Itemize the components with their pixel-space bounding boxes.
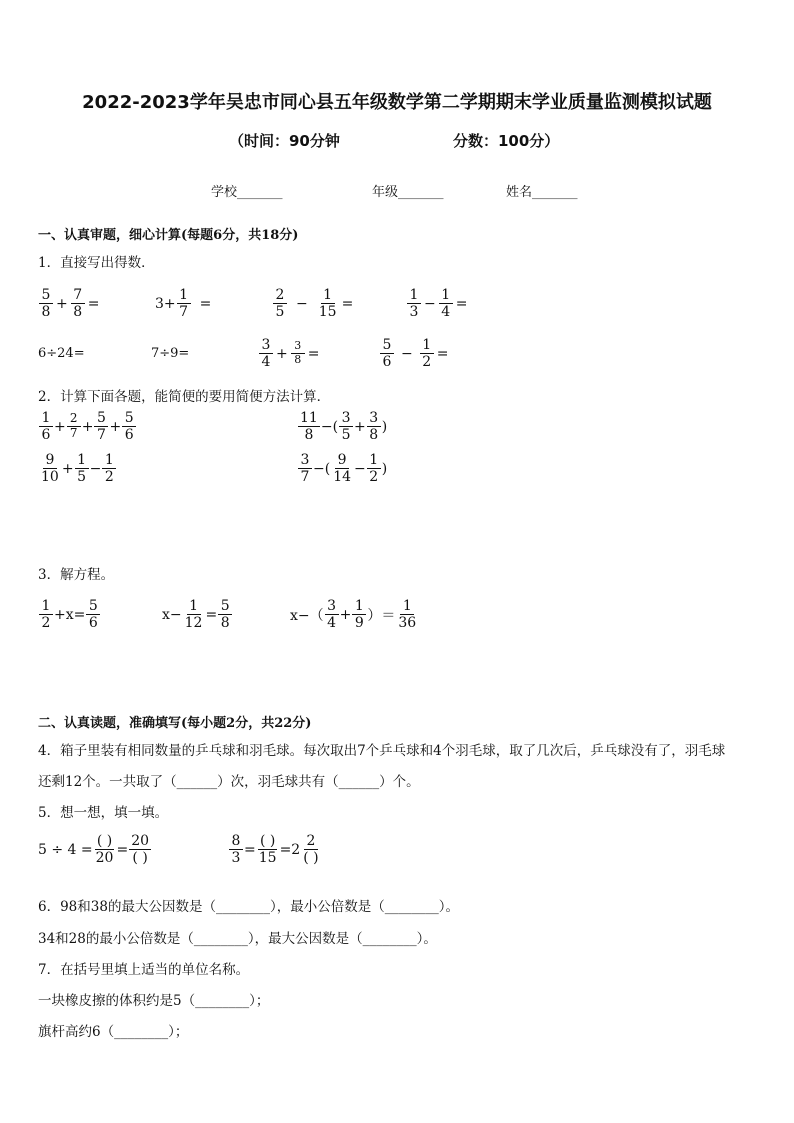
- name-field[interactable]: 姓名_______: [506, 185, 578, 200]
- calc-2-4: $\frac{3}{7}$ − ( $\frac{9}{14}$ − $\frac{1}{2}$ ): [297, 452, 387, 485]
- page-title: 2022-2023学年吴忠市同心县五年级数学第二学期期末学业质量监测模拟试题: [82, 92, 712, 113]
- question-5: 5．想一想，填一填。: [38, 805, 169, 821]
- question-3: 3．解方程。: [38, 567, 115, 583]
- section-2-heading: 二、认真读题，准确填写(每小题2分，共22分): [38, 716, 312, 731]
- equation-1: $\frac{1}{2}$ +x= $\frac{5}{6}$: [38, 598, 101, 631]
- section-1-heading: 一、认真审题，细心计算(每题6分，共18分): [38, 228, 299, 243]
- calc-1-5: 6÷24=: [38, 346, 85, 361]
- question-4-line-2: 还剩12个。一共取了（______）次，羽毛球共有（______）个。: [38, 774, 420, 790]
- question-6-line-2: 34和28的最小公倍数是（________），最大公因数是（________）。: [38, 931, 437, 947]
- equation-2: x− $\frac{1}{12}$ = $\frac{5}{8}$: [162, 598, 233, 631]
- exam-score: 分数：100分）: [453, 132, 560, 150]
- question-7: 7．在括号里填上适当的单位名称。: [38, 962, 250, 978]
- question-7-line-1: 一块橡皮擦的体积约是5（________）；: [38, 993, 270, 1009]
- fill-fraction-2: $\frac{8}{3}$ = $\frac{( )}{15}$ = 2 $\frac{2}{( )}$: [228, 833, 322, 866]
- calc-2-2: $\frac{9}{10}$ + $\frac{1}{5}$ − $\frac{1}{2}$: [38, 452, 117, 485]
- question-1: 1．直接写出得数．: [38, 255, 155, 271]
- calc-1-8: $\frac{5}{6}$ − $\frac{1}{2}$ =: [379, 337, 450, 370]
- exam-time: （时间：90分钟: [229, 132, 340, 150]
- calc-1-3: $\frac{2}{5}$ − $\frac{1}{15}$ =: [272, 287, 355, 320]
- fill-fraction-1: 5 ÷ 4 = $\frac{( )}{20}$ = $\frac{20}{( )}$: [38, 833, 150, 867]
- calc-1-4: $\frac{1}{3}$ − $\frac{1}{4}$ =: [406, 287, 469, 320]
- question-4-line-1: 4．箱子里装有相同数量的乒乓球和羽毛球。每次取出7个乒乓球和4个羽毛球，取了几次后，乒乓球没有了，羽毛球: [38, 743, 726, 759]
- calc-2-1: $\frac{1}{6}$ + $\frac{2}{7}$ + $\frac{5}{7}$ + $\frac{5}{6}$: [38, 410, 137, 443]
- calc-1-2: 3+ $\frac{1}{7}$ =: [155, 287, 212, 321]
- question-2: 2．计算下面各题，能简便的要用简便方法计算．: [38, 389, 331, 405]
- question-7-line-2: 旗杆高约6（________）；: [38, 1024, 189, 1040]
- school-field[interactable]: 学校_______: [211, 185, 283, 200]
- calc-1-1: $\frac{5}{8}$ + $\frac{7}{8}$ =: [38, 287, 101, 320]
- calc-1-6: 7÷9=: [151, 346, 190, 361]
- calc-2-3: $\frac{11}{8}$ − ( $\frac{3}{5}$ + $\frac{3}{8}$ ): [300, 410, 388, 444]
- grade-field[interactable]: 年级_______: [372, 185, 444, 200]
- equation-3: x−（ $\frac{3}{4}$ + $\frac{1}{9}$ ）＝ $\frac{1}{36}$: [290, 598, 417, 632]
- calc-1-7: $\frac{3}{4}$ + $\frac{3}{8}$ =: [258, 337, 321, 370]
- question-6-line-1: 6．98和38的最大公因数是（________），最小公倍数是（________）。: [38, 899, 459, 915]
